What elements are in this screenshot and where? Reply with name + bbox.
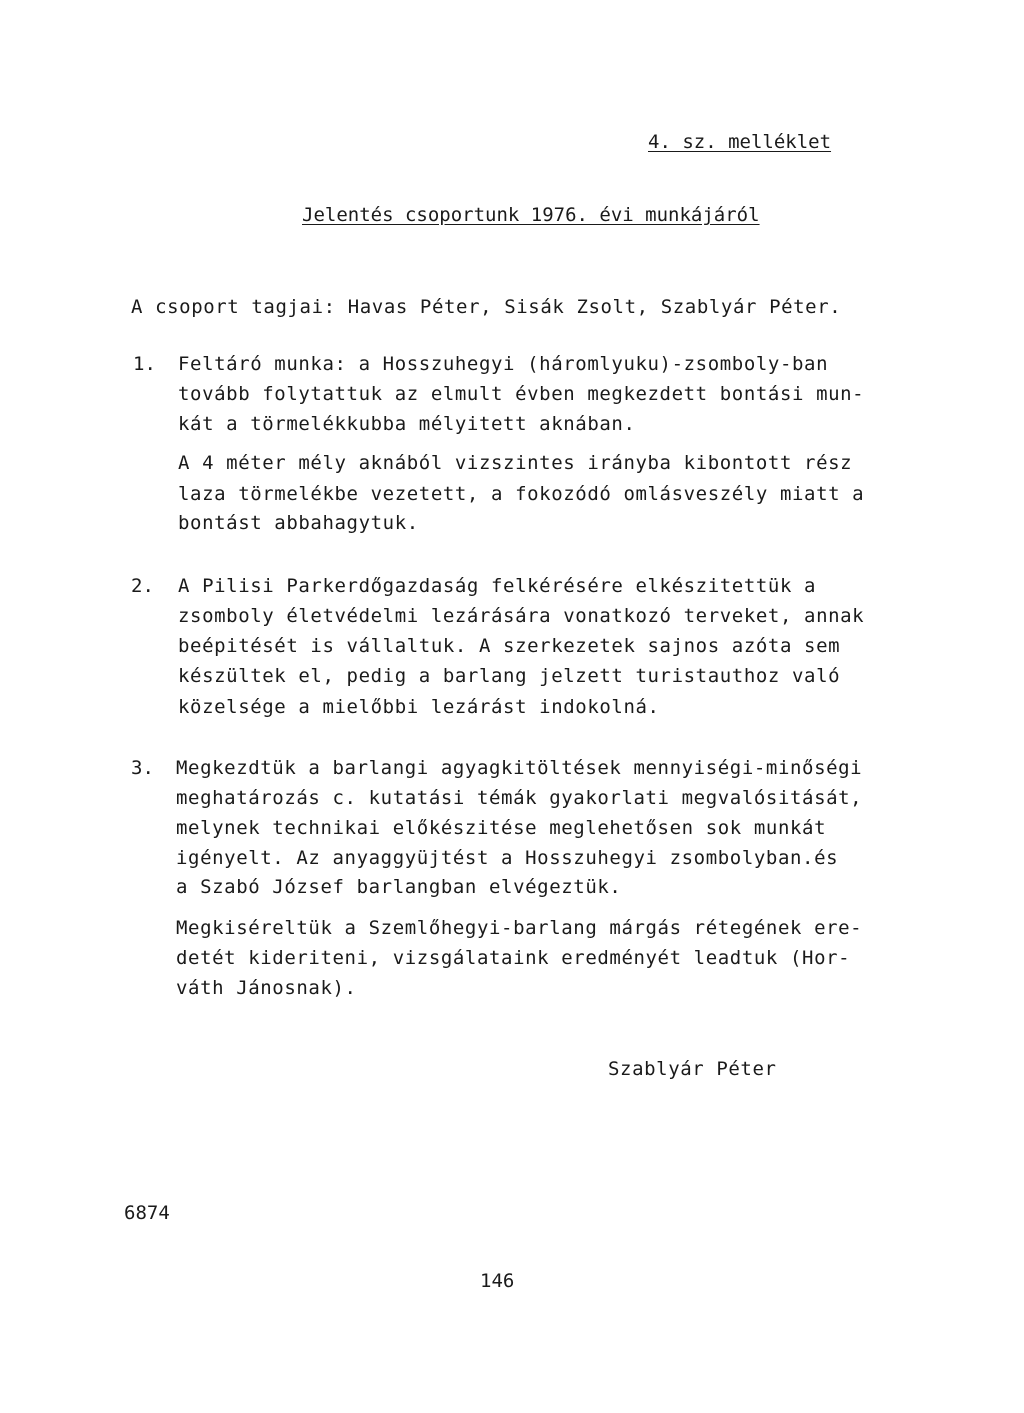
page-number: 146 — [480, 1270, 515, 1292]
annex-label: 4. sz. melléklet — [648, 131, 832, 153]
section-number: 1. — [133, 353, 156, 375]
section-line: Megkezdtük a barlangi agyagkitöltések mennyiségi-minőségi — [176, 757, 863, 779]
document-code: 6874 — [124, 1202, 170, 1224]
section-line: Megkiséreltük a Szemlőhegyi-barlang márgás rétegének ere- — [176, 917, 863, 939]
section-line: tovább folytattuk az elmult évben megkezdett bontási mun- — [178, 383, 865, 405]
section-number: 3. — [131, 757, 154, 779]
section-line: váth Jánosnak). — [176, 977, 357, 999]
section-line: zsomboly életvédelmi lezárására vonatkozó terveket, annak — [178, 605, 865, 627]
section-line: igényelt. Az anyaggyüjtést a Hosszuhegyi zsombolyban.és — [176, 847, 839, 869]
section-line: a Szabó József barlangban elvégeztük. — [176, 876, 622, 898]
section-line: kát a törmelékkubba mélyitett aknában. — [178, 413, 636, 435]
section-line: készültek el, pedig a barlang jelzett turistauthoz való — [178, 665, 841, 687]
section-line: bontást abbahagytuk. — [178, 512, 419, 534]
section-number: 2. — [131, 575, 154, 597]
section-line: meghatározás c. kutatási témák gyakorlati megvalósitását, — [176, 787, 863, 809]
section-line: közelsége a mielőbbi lezárást indokolná. — [178, 696, 660, 718]
section-line: beépitését is vállaltuk. A szerkezetek sajnos azóta sem — [178, 635, 841, 657]
members-line: A csoport tagjai: Havas Péter, Sisák Zsolt, Szablyár Péter. — [131, 296, 842, 318]
section-line: melynek technikai előkészitése meglehetősen sok munkát — [176, 817, 827, 839]
section-line: A 4 méter mély aknából vizszintes irányba kibontott rész — [178, 452, 853, 474]
section-line: laza törmelékbe vezetett, a fokozódó omlásveszély miatt a — [178, 483, 865, 505]
signature: Szablyár Péter — [608, 1058, 777, 1080]
section-line: Feltáró munka: a Hosszuhegyi (háromlyuku)-zsomboly-ban — [178, 353, 829, 375]
report-title: Jelentés csoportunk 1976. évi munkájáról — [302, 204, 760, 226]
section-line: A Pilisi Parkerdőgazdaság felkérésére elkészitettük a — [178, 575, 817, 597]
section-line: detét kideriteni, vizsgálataink eredményét leadtuk (Hor- — [176, 947, 851, 969]
